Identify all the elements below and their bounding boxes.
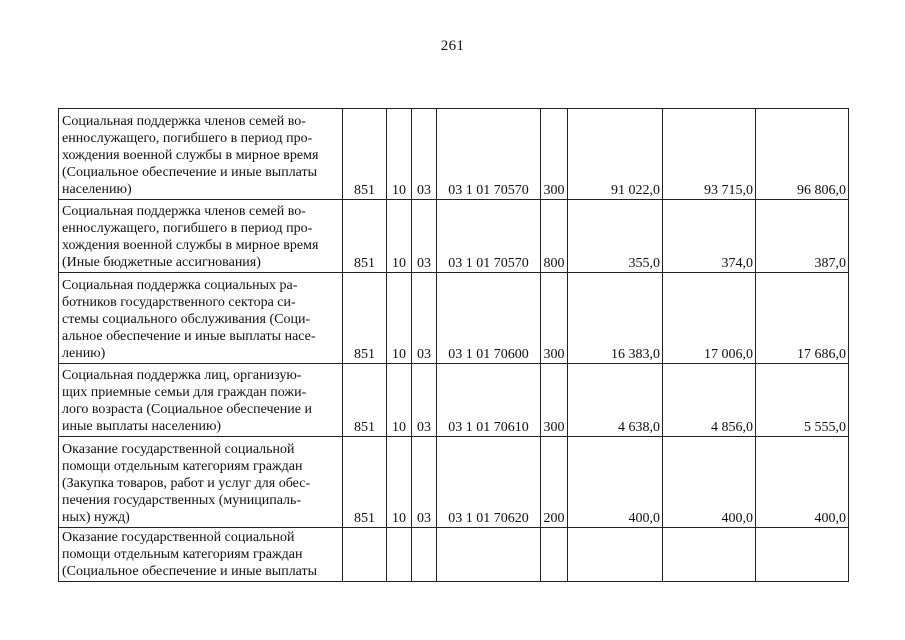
row-description: Оказание государственной социальной помощи отдельным категориям граждан (Социальное обеспечение и иные выплаты xyxy=(59,528,343,582)
amount-year-3: 5 555,0 xyxy=(756,364,849,437)
admin-code: 851 xyxy=(343,364,387,437)
section-code: 10 xyxy=(387,109,412,200)
section-code: 10 xyxy=(387,273,412,364)
amount-year-2: 400,0 xyxy=(663,437,756,528)
admin-code: 851 xyxy=(343,273,387,364)
section-code xyxy=(387,528,412,582)
amount-year-2: 17 006,0 xyxy=(663,273,756,364)
amount-year-2: 374,0 xyxy=(663,200,756,273)
subsection-code: 03 xyxy=(412,273,437,364)
target-article-code: 03 1 01 70600 xyxy=(437,273,541,364)
section-code: 10 xyxy=(387,437,412,528)
row-description: Оказание государственной социальной помощи отдельным категориям граждан (Закупка товаров, работ и услуг для обес- печения государственных (муниципаль- ных) нужд) xyxy=(59,437,343,528)
target-article-code: 03 1 01 70570 xyxy=(437,200,541,273)
target-article-code xyxy=(437,528,541,582)
expense-type-code xyxy=(541,528,568,582)
expense-type-code: 800 xyxy=(541,200,568,273)
admin-code xyxy=(343,528,387,582)
amount-year-1 xyxy=(568,528,663,582)
subsection-code: 03 xyxy=(412,109,437,200)
amount-year-1: 91 022,0 xyxy=(568,109,663,200)
amount-year-3: 400,0 xyxy=(756,437,849,528)
table-row xyxy=(59,364,849,437)
amount-year-3: 96 806,0 xyxy=(756,109,849,200)
subsection-code xyxy=(412,528,437,582)
page-number: 261 xyxy=(440,38,465,54)
budget-table-body xyxy=(59,109,849,582)
table-row xyxy=(59,528,849,582)
expense-type-code: 300 xyxy=(541,364,568,437)
row-description: Социальная поддержка социальных ра- ботников государственного сектора си- стемы социального обслуживания (Соци- альное обеспечение и иные выплаты насе- лению) xyxy=(59,273,343,364)
subsection-code: 03 xyxy=(412,364,437,437)
admin-code: 851 xyxy=(343,200,387,273)
table-row xyxy=(59,273,849,364)
amount-year-1: 400,0 xyxy=(568,437,663,528)
target-article-code: 03 1 01 70620 xyxy=(437,437,541,528)
amount-year-2 xyxy=(663,528,756,582)
amount-year-3 xyxy=(756,528,849,582)
amount-year-3: 387,0 xyxy=(756,200,849,273)
subsection-code: 03 xyxy=(412,437,437,528)
amount-year-1: 4 638,0 xyxy=(568,364,663,437)
expense-type-code: 300 xyxy=(541,273,568,364)
budget-table xyxy=(58,108,849,582)
row-description: Социальная поддержка членов семей во- еннослужащего, погибшего в период про- хождения военной службы в мирное время (Иные бюджетные ассигнования) xyxy=(59,200,343,273)
amount-year-1: 16 383,0 xyxy=(568,273,663,364)
table-row xyxy=(59,437,849,528)
table-row xyxy=(59,200,849,273)
admin-code: 851 xyxy=(343,437,387,528)
section-code: 10 xyxy=(387,200,412,273)
admin-code: 851 xyxy=(343,109,387,200)
table-row xyxy=(59,109,849,200)
amount-year-3: 17 686,0 xyxy=(756,273,849,364)
target-article-code: 03 1 01 70610 xyxy=(437,364,541,437)
amount-year-1: 355,0 xyxy=(568,200,663,273)
subsection-code: 03 xyxy=(412,200,437,273)
amount-year-2: 93 715,0 xyxy=(663,109,756,200)
amount-year-2: 4 856,0 xyxy=(663,364,756,437)
row-description: Социальная поддержка членов семей во- еннослужащего, погибшего в период про- хождения военной службы в мирное время (Социальное обеспечение и иные выплаты населению) xyxy=(59,109,343,200)
section-code: 10 xyxy=(387,364,412,437)
expense-type-code: 200 xyxy=(541,437,568,528)
target-article-code: 03 1 01 70570 xyxy=(437,109,541,200)
expense-type-code: 300 xyxy=(541,109,568,200)
row-description: Социальная поддержка лиц, организую- щих приемные семьи для граждан пожи- лого возраста (Социальное обеспечение и иные выплаты населению) xyxy=(59,364,343,437)
